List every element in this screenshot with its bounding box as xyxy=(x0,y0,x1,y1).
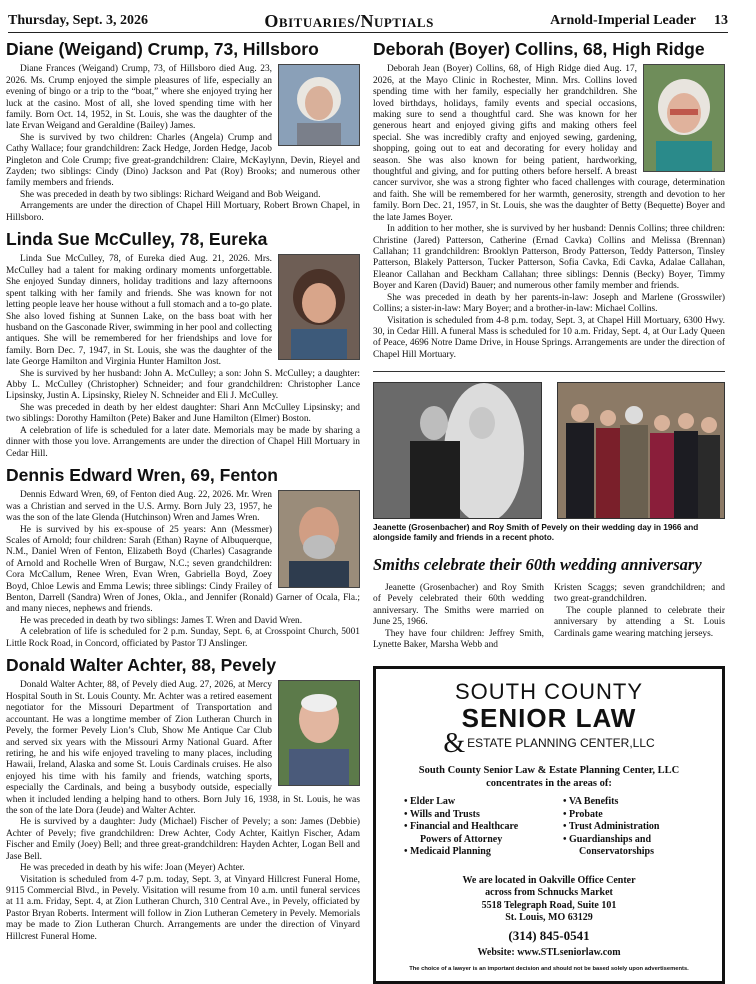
family-photo-icon xyxy=(558,383,726,518)
ad-logo-line1: SOUTH COUNTY xyxy=(455,678,643,704)
article-paragraph: The couple planned to celebrate their anniversary by attending a St. Louis Cardinals game wearing matching jerseys. xyxy=(554,605,725,639)
service-item: • Financial and Healthcare xyxy=(404,821,549,834)
website-url: www.STLseniorlaw.com xyxy=(517,946,621,958)
portrait-photo-wren xyxy=(278,490,360,588)
portrait-icon xyxy=(279,65,359,145)
service-item: • VA Benefits xyxy=(563,796,708,809)
article-paragraph: Jeanette (Grosenbacher) and Roy Smith of Pevely celebrated their 60th wedding anniversary. The Smiths were married on June 25, 1966. xyxy=(373,582,544,628)
location-line: We are located in Oakville Office Center xyxy=(462,874,636,886)
wedding-photos xyxy=(373,382,725,519)
portrait-icon xyxy=(279,681,359,785)
right-column xyxy=(373,40,725,984)
obituary-heading: Diane (Weigand) Crump, 73, Hillsboro xyxy=(6,39,319,59)
section-divider xyxy=(373,371,725,372)
photo-caption: Jeanette (Grosenbacher) and Roy Smith of Pevely on their wedding day in 1966 and alongside family and friends in a recent photo. xyxy=(373,523,699,543)
section-title: Obituaries/Nuptials xyxy=(264,10,434,31)
law-center-advertisement xyxy=(373,666,725,984)
obituary-paragraph: Linda Sue McCulley, 78, of Eureka died Aug. 21, 2026. Mrs. McCulley had a talent for making ordinary moments unforgettable. She enjoyed Sunday dinners, holiday traditions and lazy afternoons spent talking with her family and friends. She was known for not letting people leave her house without a full stomach and a to-go plate. She also loved fishing at Sunnen Lake, on the bass boat with her husband on the Gasconade River, swimming in her pool and collecting antiques. She will be remembered for her friendships and love for family. Born Dec. 7, 1947, in St. Louis, she was the daughter of the late George Hamilton and Virginia Hunter Hamilton Jost. xyxy=(6,254,272,368)
ad-intro-text: concentrates in the areas of: xyxy=(486,778,612,790)
obituary-paragraph: He is survived by a daughter: Judy (Michael) Fischer of Pevely; a son: James (Debbie) Achter of Pevely; five grandchildren: Drew Achter, Cody Achter, Kaitlyn Fischer, Adam Fischer and Emily (Joey) Bell; and three great-grandchildren: Hayden Achter, Logan Bell and Jase Bell. xyxy=(6,817,360,862)
ad-firm-name: South County Senior Law & Estate Planning Center, LLC xyxy=(418,764,680,776)
anniversary-article xyxy=(373,555,725,652)
service-item: • Wills and Trusts xyxy=(404,809,549,822)
anniversary-body xyxy=(373,583,725,652)
anniversary-col-2 xyxy=(554,583,725,652)
portrait-photo-collins xyxy=(643,64,725,172)
obituary-paragraph: She is survived by her husband: John A. McCulley; a son: John S. McCulley; a daughter: Abby L. McCulley (Christopher) Schneider; and four grandchildren: Christopher Lance Lipsinsky, Justin A. Lipsinsky, Rieley N. Schneider and Eli J. McCulley. xyxy=(6,368,360,402)
obituary-paragraph: In addition to her mother, she is survived by her husband: Dennis Collins; three children: Christine (Jared) Patterson, Catherine (Ernad Cavka) Collins and Melissa (Brennan) Callahan; 11 grandchildren: Brooklyn Patterson, Brody Patterson, Teddy Patterson, Tinsley Patterson, Blakely Patterson, Tucker Patterson, Sofia Cavka, Edi Cavka, Adalae Callahan, Eleanor Callahan and Beckham Callahan; three siblings: Dennis (Becky) Boyer, Timmy Boyer and Karen (David) Bauer; and numerous other family member and friends. xyxy=(373,224,725,292)
obituary-crump xyxy=(6,40,360,224)
ad-intro xyxy=(390,764,708,790)
service-item: • Trust Administration xyxy=(563,821,708,834)
ad-location xyxy=(390,875,708,925)
ad-disclaimer: The choice of a lawyer is an important decision and should not be based solely upon advertisements. xyxy=(409,965,689,972)
obituary-paragraph: Visitation is scheduled from 4-7 p.m. today, Sept. 3, at Vinyard Hillcrest Funeral Home, 9115 Commercial Blvd., in Pevely. Visitation will resume from 10 a.m. until funeral services at 11 a.m. Friday, Sept. 4, at Zion Lutheran Church, 310 Central Ave., in Pevely, officiated by Pastor Bryan Roberts. Interment will follow in Zion Lutheran Cemetery in Pevely. Memorials may be made to Zion Lutheran Church. Arrangements are under the direction of Vinyard Hillcrest Funeral Home. xyxy=(6,874,360,942)
family-photo-recent xyxy=(557,382,726,519)
obituary-paragraph: She was preceded in death by her eldest daughter: Shari Ann McCulley Lipsinsky; and two siblings: Dorothy Hamilton (Pete) Baker and June Hamilton (Elmer) Boston. xyxy=(6,402,360,425)
ad-logo-line3 xyxy=(390,727,708,759)
service-item: • Guardianships and xyxy=(563,834,708,847)
obituary-collins xyxy=(373,40,725,361)
portrait-icon xyxy=(644,65,724,171)
service-item: Conservatorships xyxy=(579,846,655,858)
obituary-paragraph: He was preceded in death by two siblings: James T. Wren and David Wren. xyxy=(20,615,303,626)
page-number: 13 xyxy=(714,13,728,28)
wedding-photo-1966 xyxy=(373,382,542,519)
obituary-paragraph: Arrangements are under the direction of Chapel Hill Mortuary, Robert Brown Chapel, in Hillsboro. xyxy=(6,201,360,223)
article-paragraph: They have four children: Jeffrey Smith, Lynette Baker, Marsha Webb and xyxy=(373,628,544,651)
service-item: • Probate xyxy=(563,809,708,822)
obituary-achter xyxy=(6,656,360,943)
article-paragraph: Kristen Scaggs; seven grandchildren; and two great-grandchildren. xyxy=(554,582,725,605)
obituary-paragraph: Donald Walter Achter, 88, of Pevely died Aug. 27, 2026, at Mercy Hospital South in St. Louis County. Mr. Achter was a retired easement negotiator for the Missouri Department of Transportation and accountant. He was a longtime member of Zion Lutheran Church in Pevely, the former Pevely Lion’s Club, Show Me Antique Car Club and served six years with the Missouri Army National Guard. After retiring, he and his wife enjoyed traveling to many places, including Hawaii, Ireland, Alaska and some St. Louis Cardinals cruises. He also enjoyed his time with his family and friends, watching sports, especially the Cardinals, and being a busybody outside, especially when it included lending a helping hand to others. Born July 16, 1938, in St. Louis, he was the son of the late Dora (Jeude) and Walter Achter. xyxy=(6,680,360,817)
obituary-paragraph: He was preceded in death by his wife: Joan (Meyer) Achter. xyxy=(20,863,245,874)
obituary-paragraph: Diane Frances (Weigand) Crump, 73, of Hillsboro died Aug. 23, 2026. Ms. Crump enjoyed the simple pleasures of life, especially an evening of bingo or a trip to the “boat,” where she enjoyed trying her luck at the casino. Most of all, she loved spending time with her family. Born Oct. 14, 1952, in St. Louis, she was the daughter of the late Ervan Weigand and Geraldine (Bailey) James. xyxy=(6,64,272,132)
obituary-heading: Dennis Edward Wren, 69, Fenton xyxy=(6,465,278,485)
obituary-paragraph: Dennis Edward Wren, 69, of Fenton died Aug. 22, 2026. Mr. Wren was a Christian and served in the U.S. Army. Born July 23, 1957, he was the son of the late Glenda (Hutchinson) Wren and James Wren. xyxy=(6,490,272,524)
obituary-paragraph: A celebration of life is scheduled for 2 p.m. Sunday, Sept. 6, at Crosspoint Church, 5001 Little Rock Road, in Concord, officiated by Pastor TJ Anslinger. xyxy=(6,627,360,649)
location-line: St. Louis, MO 63129 xyxy=(505,912,593,924)
ad-logo-line2: SENIOR LAW xyxy=(461,702,637,733)
location-line: 5518 Telegraph Road, Suite 101 xyxy=(481,899,617,911)
location-line: across from Schnucks Market xyxy=(485,887,613,899)
portrait-photo-crump xyxy=(278,64,360,146)
ad-services xyxy=(390,796,708,859)
obituary-paragraph: Deborah Jean (Boyer) Collins, 68, of High Ridge died Aug. 17, 2026, at the Mayo Clinic in Rochester, Minn. Mrs. Collins loved spending time with her family, especially her grandchildren. She loved birthdays, holidays, family events and special occasions, making sure to send a thoughtful card. She was known for her generous heart and enjoyed giving gifts and making others feel special. She was incredibly crafty and enjoyed sewing, gardening, shopping, going out to eat and decorating for every holiday and season. She was also known for being patient, hardworking, thoughtful and giving, and for putting others before herself. A breast cancer survivor, she was a strong fighter who faced challenges with courage, determination and faith. She will be remembered for her warmth, generosity, strength and devotion to her family. Born Dec. 21, 1957, in St. Louis, she was the daughter of Betty (Bequette) Boyer and the late James Boyer. xyxy=(373,64,725,223)
obituary-paragraph: A celebration of life is scheduled for a later date. Memorials may be made by sharing a dinner with those you love. Arrangements are under the direction of Chapel Hill Mortuary in Cedar Hill. xyxy=(6,425,360,459)
ad-phone: (314) 845-0541 xyxy=(508,927,590,943)
obituary-heading: Linda Sue McCulley, 78, Eureka xyxy=(6,229,268,250)
anniversary-col-1 xyxy=(373,583,544,652)
obituary-paragraph: He is survived by his ex-spouse of 25 years: Ann (Messmer) Scales of Arnold; four children: Sarah (Ethan) Rayne of Albuquerque, N.M., Daniel Wren of Fenton, Elizabeth Boyd (Charles) Casagrande of Arnold and Rochelle Wren of Burgaw, N.C.; seven grandchildren: Cora McCallum, Renee Wren, Evan Wren, Gabriella Boyd, Zoey Boyd, Chloe Lewis and Emma Lewis; three siblings: Cindy Frailey of Benton, Darrell (Sandra) Wren of Jones, Okla., and Jennifer (Ronald) Garner of Ocala, Fla.; and many nieces, nephews and friends. xyxy=(6,524,360,615)
anniversary-headline: Smiths celebrate their 60th wedding anniversary xyxy=(373,554,702,574)
obituary-heading: Donald Walter Achter, 88, Pevely xyxy=(6,655,277,676)
portrait-photo-achter xyxy=(278,680,360,786)
obituary-paragraph: She was preceded in death by her parents-in-law: Joseph and Marlene (Grosswiler) Collins; a sister-in-law: Mary Boyer; and a brother-in-law: Michael Collins. xyxy=(373,292,725,315)
ad-website xyxy=(390,947,708,958)
website-label: Website: xyxy=(477,946,515,958)
ad-logo-subtitle: ESTATE PLANNING CENTER,LLC xyxy=(467,736,655,751)
services-list-left xyxy=(404,796,549,859)
obituary-mcculley xyxy=(6,230,360,460)
masthead xyxy=(8,10,728,33)
service-item: • Medicaid Planning xyxy=(404,846,549,859)
portrait-photo-mcculley xyxy=(278,254,360,360)
obituary-heading: Deborah (Boyer) Collins, 68, High Ridge xyxy=(373,39,705,59)
obituary-paragraph: She was preceded in death by two siblings: Richard Weigand and Bob Weigand. xyxy=(20,189,321,200)
paper-name: Arnold-Imperial Leader xyxy=(550,13,696,28)
obituary-paragraph: She is survived by two children: Charles (Angela) Crump and Cathy Wallace; four grandchildren: Zack Hedge, Jorden Hedge, Jacob Pingleton and Cole Crump; five great-grandchildren: Claire, McKaylynn, Devin, Rieyel and Zayden; two siblings: Cindy (Dino) Jackson and Pat (Roy) Brooks; and numerous other family members and friends. xyxy=(6,132,360,189)
issue-date: Thursday, Sept. 3, 2026 xyxy=(8,13,149,28)
obituary-paragraph: Visitation is scheduled from 4-8 p.m. today, Sept. 3, at Chapel Hill Mortuary, 6300 Hwy. 30, in Cedar Hill. A funeral Mass is scheduled for 10 a.m. Friday, Sept. 4, at Our Lady Queen of Peace, 4696 Notre Dame Drive, in House Springs. Arrangements are under the direction of Chapel Hill Mortuary. xyxy=(373,315,725,360)
left-column xyxy=(6,40,360,949)
ampersand-logo: & xyxy=(443,727,466,759)
wedding-photo-icon xyxy=(374,383,542,518)
portrait-icon xyxy=(279,491,359,587)
portrait-icon xyxy=(279,255,359,359)
service-item: Powers of Attorney xyxy=(420,833,503,845)
service-item: • Elder Law xyxy=(404,796,549,809)
services-list-right xyxy=(563,796,708,859)
masthead-right xyxy=(550,13,728,29)
obituary-wren xyxy=(6,466,360,650)
